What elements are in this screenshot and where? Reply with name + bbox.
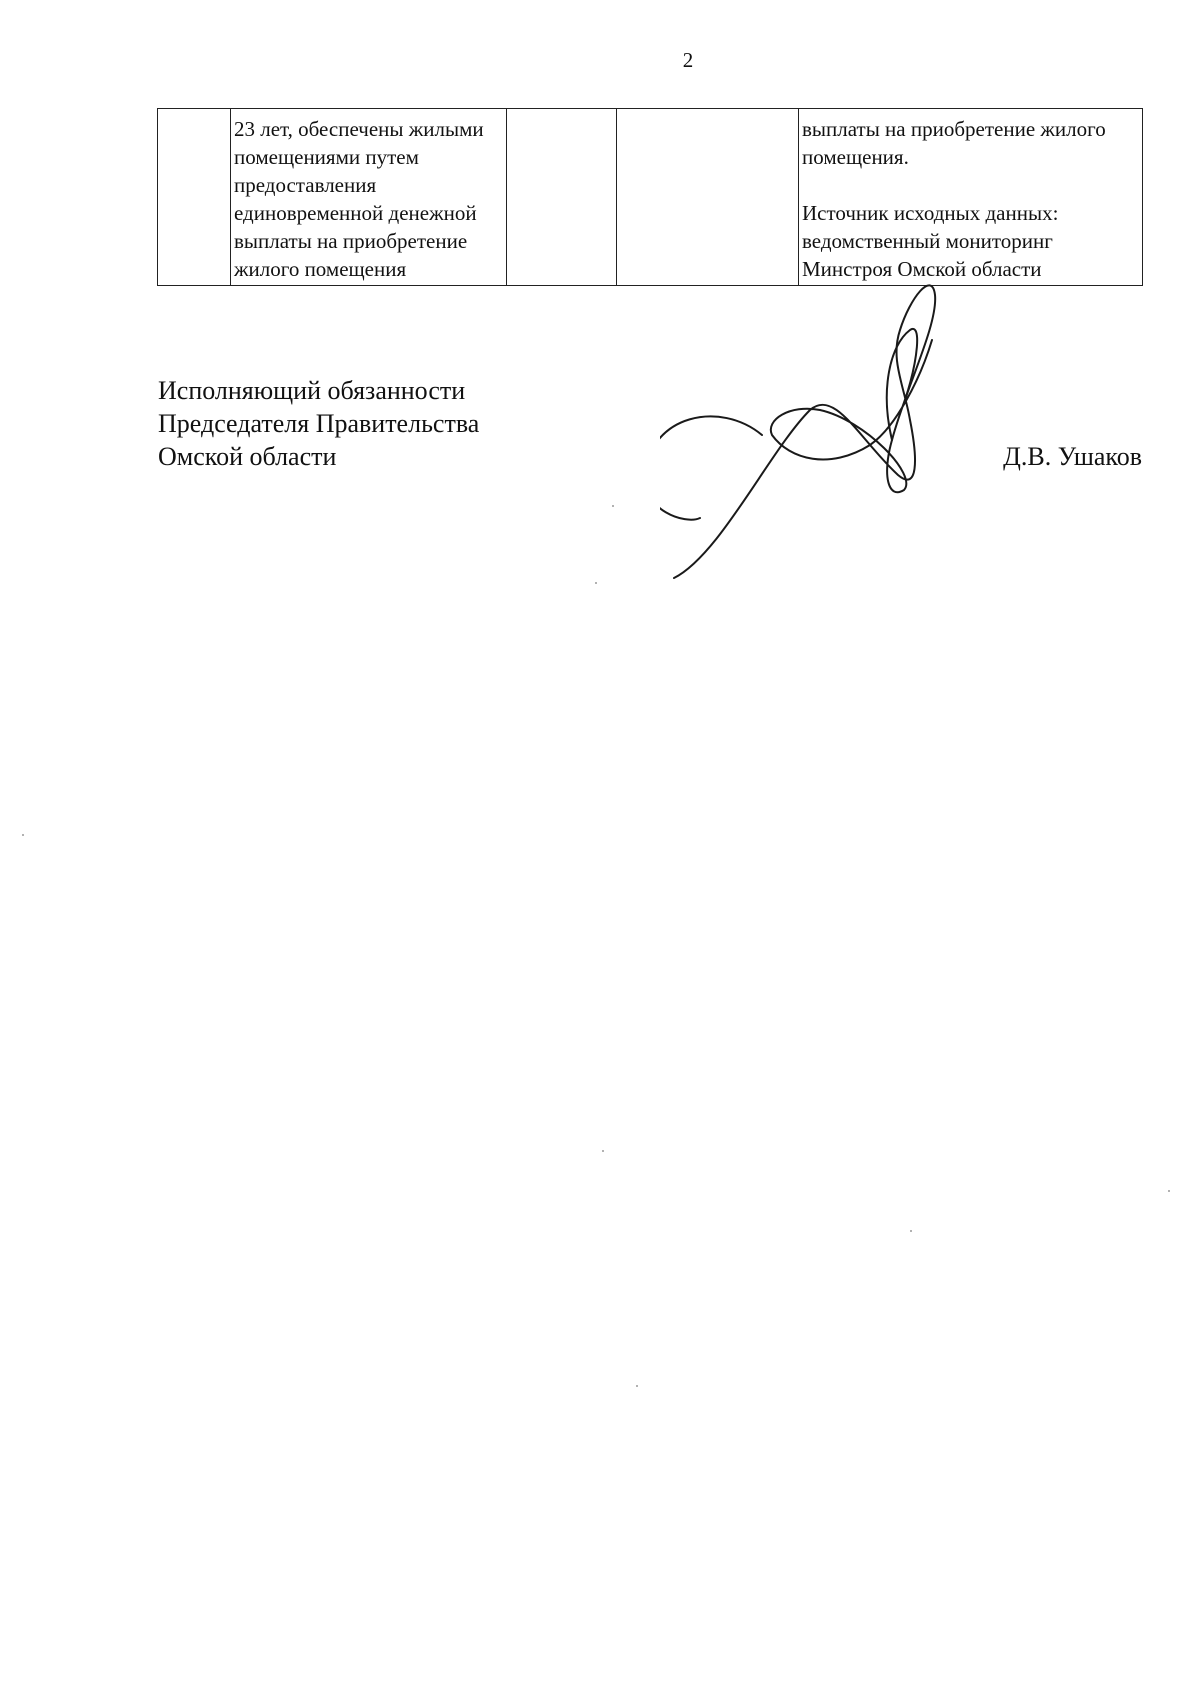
table-cell-indicator: 23 лет, обеспечены жилыми помещениями путем предоставления единовременной денежной выплаты на приобретение жилого помещения: [231, 109, 507, 286]
scan-speck: [1168, 1190, 1170, 1192]
position-line: Исполняющий обязанности: [158, 376, 466, 405]
table-cell-method: [799, 109, 1143, 286]
table-cell-value: [617, 109, 799, 286]
position-line: Председателя Правительства: [158, 409, 480, 438]
scan-speck: [612, 505, 614, 507]
signatory-position: [158, 374, 479, 473]
signer-name: Д.В. Ушаков: [1003, 442, 1142, 471]
scan-speck: [22, 834, 24, 836]
method-text: выплаты на приобретение жилого помещения.: [802, 117, 1106, 169]
handwritten-signature: [660, 270, 980, 600]
scan-speck: [595, 582, 597, 584]
scan-speck: [636, 1385, 638, 1387]
page-number: 2: [682, 48, 694, 72]
signature-stroke-main: [674, 285, 935, 578]
scan-speck: [910, 1230, 912, 1232]
table-row: [158, 109, 1143, 286]
data-source-text: Источник исходных данных: ведомственный мониторинг Минстроя Омской области: [802, 201, 1059, 281]
signature-stroke-loop: [660, 416, 762, 519]
table-cell-unit: [507, 109, 617, 286]
table-cell-number: [158, 109, 231, 286]
scan-speck: [602, 1150, 604, 1152]
position-line: Омской области: [158, 442, 337, 471]
indicator-table: [157, 108, 1143, 286]
